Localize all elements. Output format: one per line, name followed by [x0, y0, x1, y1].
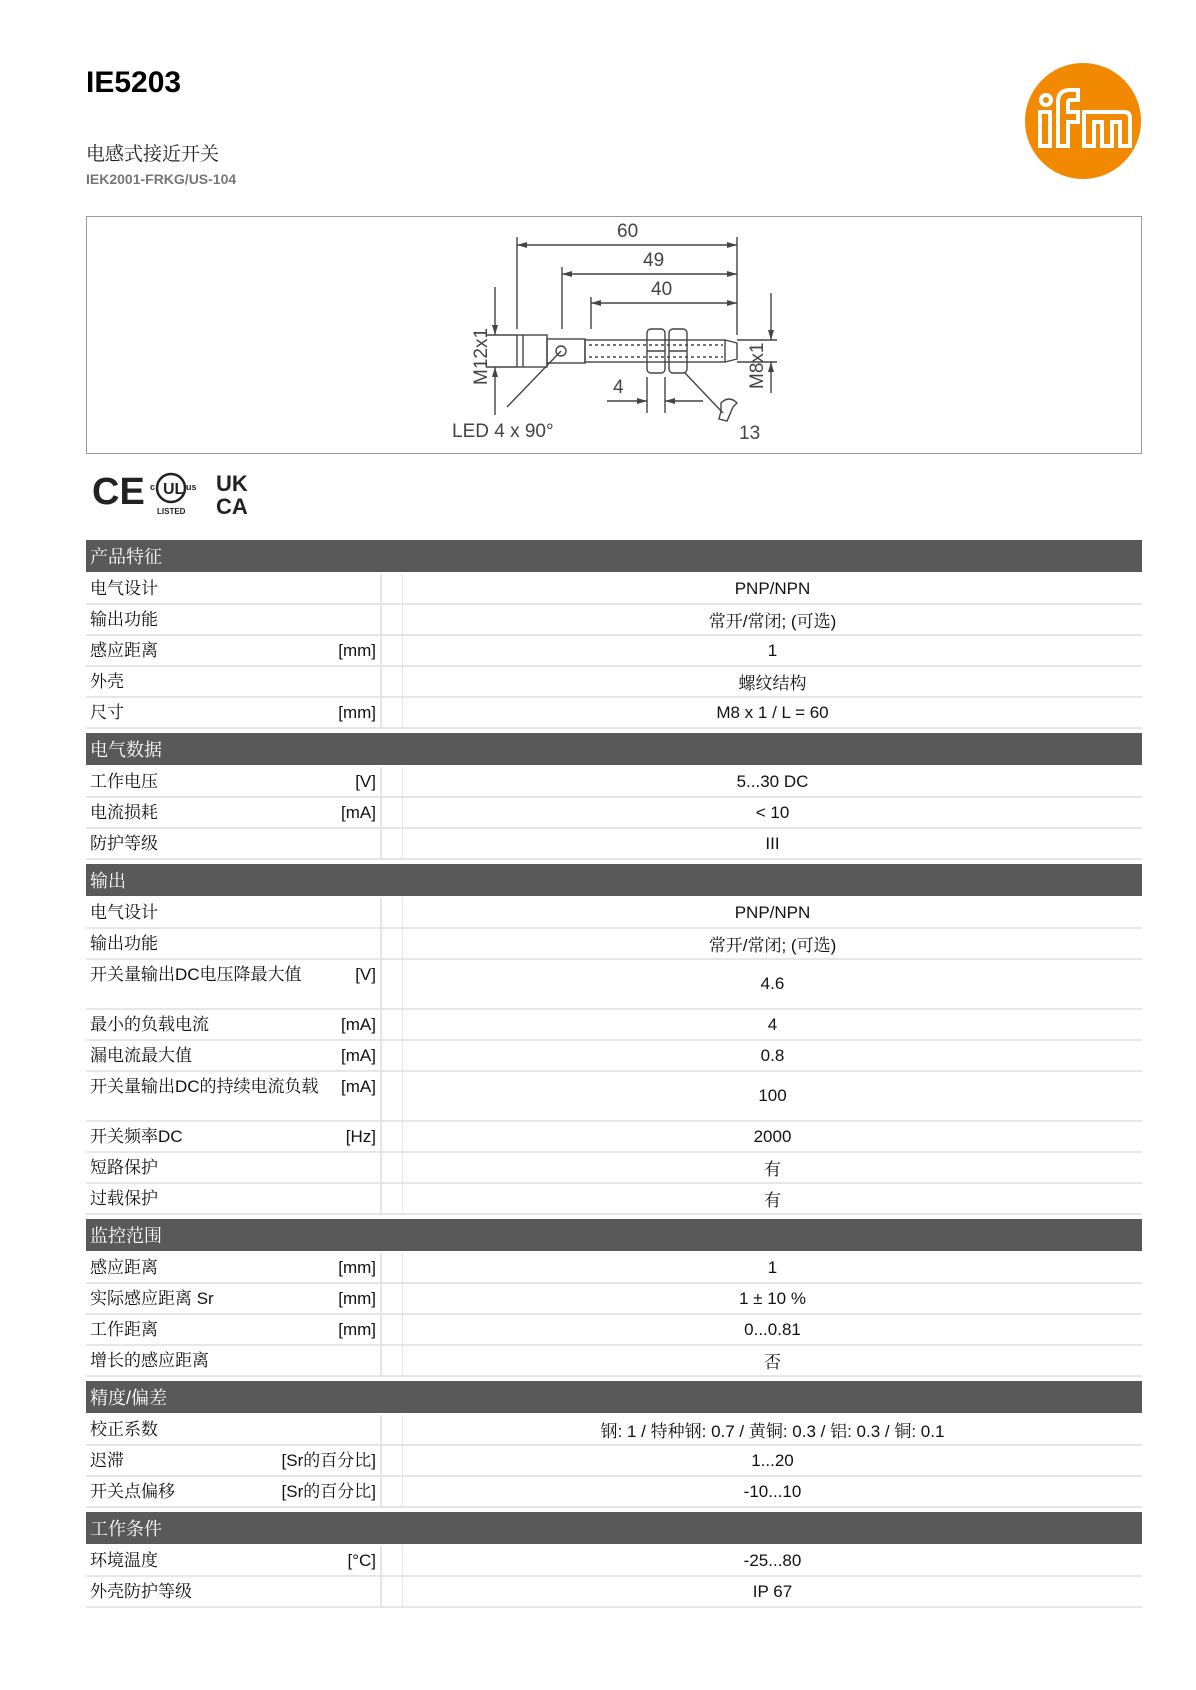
ukca-mark — [216, 471, 248, 519]
svg-text:LISTED: LISTED — [157, 507, 186, 516]
wrench-size-label: 13 — [739, 423, 761, 444]
spec-value: 钢: 1 / 特种钢: 0.7 / 黄铜: 0.3 / 铝: 0.3 / 铜: 0.1 — [402, 1415, 1142, 1444]
spec-value: 4.6 — [402, 960, 1142, 1008]
spec-gap — [382, 798, 402, 827]
spec-unit — [370, 1157, 376, 1179]
spec-row — [86, 1446, 1142, 1477]
spec-gap — [382, 960, 402, 1008]
spec-unit: [V] — [355, 772, 376, 791]
product-description: 电感式接近开关 — [86, 144, 220, 165]
svg-text:CA: CA — [216, 494, 248, 519]
svg-text:UK: UK — [216, 471, 248, 496]
spec-label-cell — [86, 605, 382, 634]
spec-gap — [382, 1577, 402, 1606]
spec-label-cell — [86, 1253, 382, 1282]
spec-row — [86, 898, 1142, 929]
spec-row — [86, 605, 1142, 636]
spec-unit — [370, 671, 376, 693]
spec-value: PNP/NPN — [402, 574, 1142, 603]
spec-value: 常开/常闭; (可选) — [402, 605, 1142, 634]
spec-row — [86, 667, 1142, 698]
spec-label: 漏电流最大值 — [90, 1046, 192, 1065]
dim-4-label: 4 — [613, 377, 624, 398]
spec-label-cell — [86, 1477, 382, 1506]
spec-gap — [382, 929, 402, 958]
spec-unit: [mm] — [338, 1320, 376, 1339]
spec-unit: [mA] — [341, 803, 376, 822]
spec-row — [86, 1284, 1142, 1315]
spec-value: M8 x 1 / L = 60 — [402, 698, 1142, 727]
spec-row — [86, 798, 1142, 829]
spec-label: 过载保护 — [90, 1189, 158, 1208]
spec-value: PNP/NPN — [402, 898, 1142, 927]
spec-row — [86, 929, 1142, 960]
spec-gap — [382, 829, 402, 858]
spec-label-cell — [86, 1072, 382, 1120]
spec-value: 1 — [402, 636, 1142, 665]
spec-unit — [370, 578, 376, 600]
dim-49-label: 49 — [643, 250, 665, 271]
spec-gap — [382, 1546, 402, 1575]
spec-row — [86, 1010, 1142, 1041]
spec-gap — [382, 1346, 402, 1375]
spec-label-cell — [86, 1346, 382, 1375]
section-header: 精度/偏差 — [86, 1381, 1142, 1413]
spec-value: 2000 — [402, 1122, 1142, 1151]
spec-unit: [°C] — [347, 1551, 376, 1570]
spec-row — [86, 636, 1142, 667]
dim-60-label: 60 — [617, 221, 639, 242]
spec-row — [86, 1546, 1142, 1577]
spec-label: 最小的负载电流 — [90, 1015, 209, 1034]
spec-value: 4 — [402, 1010, 1142, 1039]
spec-row — [86, 698, 1142, 729]
spec-value: 1...20 — [402, 1446, 1142, 1475]
spec-label: 开关量输出DC的持续电流负载 — [90, 1077, 319, 1096]
spec-label: 输出功能 — [90, 610, 158, 629]
spec-row — [86, 574, 1142, 605]
spec-value: < 10 — [402, 798, 1142, 827]
dimension-drawing — [86, 216, 1142, 454]
spec-gap — [382, 1153, 402, 1182]
spec-label-cell — [86, 1546, 382, 1575]
spec-row — [86, 1477, 1142, 1508]
spec-value: 螺纹结构 — [402, 667, 1142, 696]
spec-value: IP 67 — [402, 1577, 1142, 1606]
svg-text:CE: CE — [92, 471, 145, 513]
spec-unit: [V] — [355, 965, 376, 984]
spec-gap — [382, 1184, 402, 1213]
spec-value: 100 — [402, 1072, 1142, 1120]
spec-gap — [382, 605, 402, 634]
spec-gap — [382, 898, 402, 927]
spec-value: 否 — [402, 1346, 1142, 1375]
spec-gap — [382, 1041, 402, 1070]
spec-unit: [mA] — [341, 1046, 376, 1065]
spec-unit: [Sr的百分比] — [281, 1451, 376, 1470]
svg-text:us: us — [186, 482, 197, 492]
ifm-logo — [1024, 62, 1142, 180]
spec-label-cell — [86, 1315, 382, 1344]
specification-table — [86, 540, 1142, 1612]
section-header: 电气数据 — [86, 733, 1142, 765]
spec-unit: [mm] — [338, 703, 376, 722]
spec-value: -10...10 — [402, 1477, 1142, 1506]
spec-label-cell — [86, 1184, 382, 1213]
spec-label-cell — [86, 960, 382, 1008]
spec-label: 校正系数 — [90, 1420, 158, 1439]
spec-value: 有 — [402, 1184, 1142, 1213]
spec-label: 增长的感应距离 — [90, 1351, 209, 1370]
spec-unit: [mm] — [338, 641, 376, 660]
spec-label: 电气设计 — [90, 903, 158, 922]
section-spacer — [86, 1608, 1142, 1612]
spec-label: 工作电压 — [90, 772, 158, 791]
spec-label: 防护等级 — [90, 834, 158, 853]
spec-gap — [382, 1284, 402, 1313]
spec-row — [86, 1041, 1142, 1072]
spec-label-cell — [86, 1446, 382, 1475]
section-header: 产品特征 — [86, 540, 1142, 572]
section-header: 工作条件 — [86, 1512, 1142, 1544]
spec-value: 5...30 DC — [402, 767, 1142, 796]
spec-label: 开关量输出DC电压降最大值 — [90, 965, 302, 984]
spec-unit: [mA] — [341, 1015, 376, 1034]
spec-unit: [Hz] — [345, 1127, 376, 1146]
spec-label-cell — [86, 1415, 382, 1444]
spec-label: 电气设计 — [90, 579, 158, 598]
ul-listed-mark — [150, 474, 197, 516]
spec-gap — [382, 1446, 402, 1475]
spec-label-cell — [86, 929, 382, 958]
spec-gap — [382, 1072, 402, 1120]
spec-unit — [370, 833, 376, 855]
section-header: 输出 — [86, 864, 1142, 896]
spec-label-cell — [86, 1284, 382, 1313]
spec-label-cell — [86, 1153, 382, 1182]
spec-label-cell — [86, 1041, 382, 1070]
spec-gap — [382, 667, 402, 696]
spec-row — [86, 1072, 1142, 1122]
spec-label: 尺寸 — [90, 703, 124, 722]
spec-label-cell — [86, 698, 382, 727]
certification-marks — [92, 464, 272, 524]
spec-label: 输出功能 — [90, 934, 158, 953]
spec-row — [86, 767, 1142, 798]
spec-unit: [mm] — [338, 1258, 376, 1277]
spec-label-cell — [86, 667, 382, 696]
spec-label-cell — [86, 898, 382, 927]
spec-row — [86, 960, 1142, 1010]
spec-row — [86, 1184, 1142, 1215]
spec-row — [86, 1577, 1142, 1608]
spec-gap — [382, 698, 402, 727]
spec-gap — [382, 767, 402, 796]
spec-value: III — [402, 829, 1142, 858]
spec-value: 0.8 — [402, 1041, 1142, 1070]
product-code: IE5203 — [86, 66, 182, 99]
spec-label-cell — [86, 1577, 382, 1606]
section-header: 监控范围 — [86, 1219, 1142, 1251]
spec-label-cell — [86, 636, 382, 665]
article-number: IEK2001-FRKG/US-104 — [86, 171, 237, 187]
spec-label-cell — [86, 767, 382, 796]
spec-label-cell — [86, 1010, 382, 1039]
spec-label: 实际感应距离 Sr — [90, 1289, 214, 1308]
spec-label: 短路保护 — [90, 1158, 158, 1177]
spec-gap — [382, 1315, 402, 1344]
spec-value: -25...80 — [402, 1546, 1142, 1575]
spec-gap — [382, 574, 402, 603]
spec-label: 外壳 — [90, 672, 124, 691]
spec-label: 外壳防护等级 — [90, 1582, 192, 1601]
spec-unit — [370, 609, 376, 631]
spec-label-cell — [86, 574, 382, 603]
spec-label: 环境温度 — [90, 1551, 158, 1570]
spec-gap — [382, 1477, 402, 1506]
spec-row — [86, 1346, 1142, 1377]
spec-unit — [370, 1188, 376, 1210]
spec-unit — [370, 1419, 376, 1441]
spec-unit: [Sr的百分比] — [281, 1482, 376, 1501]
spec-label-cell — [86, 798, 382, 827]
spec-unit: [mm] — [338, 1289, 376, 1308]
spec-row — [86, 1153, 1142, 1184]
spec-row — [86, 1122, 1142, 1153]
spec-unit: [mA] — [341, 1077, 376, 1096]
led-label: LED 4 x 90° — [452, 421, 554, 442]
dim-40-label: 40 — [651, 279, 673, 300]
spec-gap — [382, 1010, 402, 1039]
spec-gap — [382, 636, 402, 665]
spec-gap — [382, 1122, 402, 1151]
spec-label-cell — [86, 1122, 382, 1151]
spec-label: 感应距离 — [90, 1258, 158, 1277]
spec-label-cell — [86, 829, 382, 858]
thread-right-label: M8x1 — [747, 342, 768, 389]
spec-gap — [382, 1415, 402, 1444]
spec-unit — [370, 1350, 376, 1372]
svg-text:UL: UL — [163, 481, 185, 498]
spec-row — [86, 1415, 1142, 1446]
spec-label: 开关频率DC — [90, 1127, 183, 1146]
spec-value: 1 ± 10 % — [402, 1284, 1142, 1313]
spec-unit — [370, 933, 376, 955]
ce-mark — [92, 471, 145, 513]
spec-unit — [370, 1581, 376, 1603]
spec-label: 开关点偏移 — [90, 1482, 175, 1501]
spec-row — [86, 1253, 1142, 1284]
thread-left-label: M12x1 — [471, 327, 492, 385]
spec-gap — [382, 1253, 402, 1282]
spec-label: 迟滞 — [90, 1451, 124, 1470]
spec-value: 1 — [402, 1253, 1142, 1282]
spec-row — [86, 1315, 1142, 1346]
spec-row — [86, 829, 1142, 860]
spec-label: 感应距离 — [90, 641, 158, 660]
svg-text:c: c — [150, 482, 156, 492]
spec-value: 0...0.81 — [402, 1315, 1142, 1344]
spec-value: 常开/常闭; (可选) — [402, 929, 1142, 958]
spec-unit — [370, 902, 376, 924]
spec-label: 工作距离 — [90, 1320, 158, 1339]
spec-value: 有 — [402, 1153, 1142, 1182]
spec-label: 电流损耗 — [90, 803, 158, 822]
